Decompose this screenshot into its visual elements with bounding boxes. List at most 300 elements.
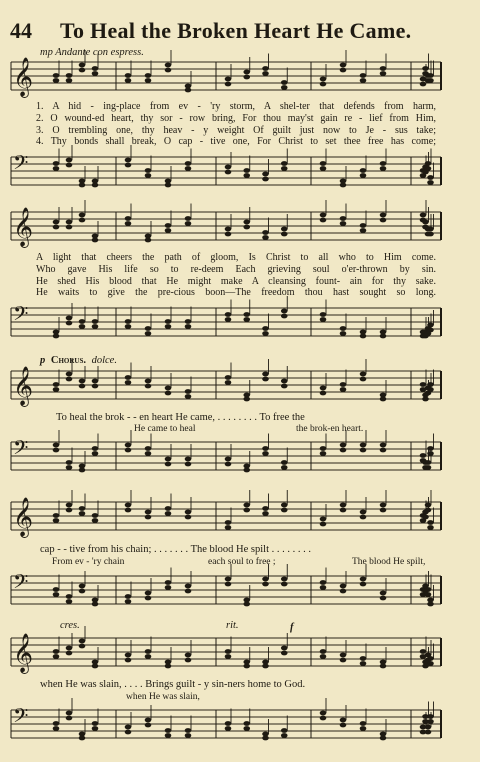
note-head	[427, 714, 434, 719]
rit-marking: rit.	[226, 620, 239, 631]
note-head	[53, 513, 60, 518]
note-head	[262, 331, 269, 336]
note-head	[125, 78, 132, 83]
note-head	[92, 664, 99, 669]
note-head	[53, 721, 60, 726]
note-head	[92, 726, 99, 731]
note-head	[262, 326, 269, 331]
note-head	[225, 312, 232, 317]
note-head	[125, 503, 132, 508]
note-head	[66, 225, 73, 230]
note-head	[262, 235, 269, 240]
note-head	[185, 510, 192, 515]
note-head	[262, 506, 269, 511]
note-head	[66, 158, 73, 163]
bass-clef-icon: 𝄢	[13, 436, 29, 464]
note-head	[66, 372, 73, 377]
note-head	[79, 319, 86, 324]
note-head	[53, 220, 60, 225]
note-head	[425, 460, 432, 465]
note-head	[320, 317, 327, 322]
note-head	[66, 321, 73, 326]
verse-lyrics-part1	[36, 101, 436, 148]
note-head	[145, 168, 152, 173]
hymn-title: To Heal the Broken Heart He Came.	[60, 18, 412, 43]
note-head	[125, 448, 132, 453]
note-head	[145, 384, 152, 389]
bass-staff	[11, 153, 441, 195]
note-head	[225, 77, 232, 82]
note-head	[427, 382, 434, 387]
note-head	[380, 736, 387, 741]
note-head	[243, 312, 250, 317]
note-head	[225, 82, 232, 87]
note-head	[92, 183, 99, 188]
note-head	[92, 66, 99, 71]
note-head	[360, 73, 367, 78]
note-head	[340, 382, 347, 387]
note-head	[340, 63, 347, 68]
note-head	[185, 221, 192, 226]
bass-staff	[11, 706, 441, 748]
staff-notation	[11, 438, 441, 480]
note-head	[53, 518, 60, 523]
note-head	[125, 221, 132, 226]
note-head	[425, 161, 432, 166]
note-head	[320, 386, 327, 391]
note-head	[185, 733, 192, 738]
note-head	[53, 587, 60, 592]
chorus-style: dolce.	[91, 355, 117, 366]
note-head	[185, 324, 192, 329]
note-head	[79, 384, 86, 389]
treble-clef-icon: 𝄞	[13, 366, 34, 406]
note-head	[281, 314, 288, 319]
note-head	[262, 511, 269, 516]
note-head	[92, 518, 99, 523]
note-head	[125, 443, 132, 448]
note-head	[225, 165, 232, 170]
note-head	[427, 661, 434, 666]
staff-notation	[11, 572, 441, 614]
note-head	[360, 721, 367, 726]
note-head	[281, 80, 288, 85]
note-head	[427, 328, 434, 333]
note-head	[225, 232, 232, 237]
treble-staff	[11, 634, 441, 676]
note-head	[420, 649, 427, 654]
note-head	[340, 589, 347, 594]
note-head	[185, 394, 192, 399]
note-head	[422, 66, 429, 71]
note-head	[360, 656, 367, 661]
note-head	[380, 334, 387, 339]
chorus-lyric-2: cap - - tive from his chain; . . . . . . . The blood He spilt . . . . . . . .	[40, 544, 312, 555]
verse-1-line: 1. A hid - ing-place from ev - 'ry storm, A shel-ter that defends from harm,	[36, 101, 436, 112]
bass-staff	[11, 572, 441, 614]
note-head	[165, 386, 172, 391]
note-head	[340, 448, 347, 453]
note-head	[66, 508, 73, 513]
note-head	[360, 372, 367, 377]
note-head	[165, 183, 172, 188]
note-head	[262, 66, 269, 71]
note-head	[125, 730, 132, 735]
note-head	[262, 582, 269, 587]
note-head	[165, 223, 172, 228]
note-head	[380, 397, 387, 402]
note-head	[145, 596, 152, 601]
note-head	[53, 225, 60, 230]
note-head	[53, 726, 60, 731]
note-head	[281, 460, 288, 465]
note-head	[340, 508, 347, 513]
note-head	[145, 73, 152, 78]
note-head	[145, 446, 152, 451]
note-head	[53, 161, 60, 166]
note-head	[340, 584, 347, 589]
chorus-marking	[40, 355, 117, 366]
note-head	[281, 733, 288, 738]
note-head	[243, 503, 250, 508]
note-head	[243, 397, 250, 402]
note-head	[92, 721, 99, 726]
note-head	[425, 503, 432, 508]
note-head	[92, 602, 99, 607]
note-head	[360, 515, 367, 520]
bass-cue-lyric: He came to heal	[134, 424, 196, 434]
staff-notation	[11, 706, 441, 748]
note-head	[340, 503, 347, 508]
note-head	[79, 584, 86, 589]
chorus-label: Chorus.	[50, 355, 86, 366]
note-head	[340, 658, 347, 663]
note-head	[243, 468, 250, 473]
note-head	[225, 457, 232, 462]
note-head	[165, 506, 172, 511]
note-head	[92, 451, 99, 456]
note-head	[340, 718, 347, 723]
chorus-lyric-3: when He was slain, . . . . Brings guilt - y sin-ners home to God.	[40, 679, 306, 690]
note-head	[243, 168, 250, 173]
bass-clef-icon: 𝄢	[13, 570, 29, 598]
note-head	[225, 649, 232, 654]
note-head	[360, 582, 367, 587]
note-head	[360, 448, 367, 453]
note-head	[340, 387, 347, 392]
note-head	[225, 317, 232, 322]
note-head	[360, 443, 367, 448]
note-head	[225, 170, 232, 175]
note-head	[145, 510, 152, 515]
note-head	[281, 384, 288, 389]
note-head	[225, 721, 232, 726]
note-head	[243, 173, 250, 178]
note-head	[340, 183, 347, 188]
note-head	[320, 77, 327, 82]
verse-lyrics-part2	[36, 252, 436, 299]
note-head	[165, 733, 172, 738]
note-head	[243, 317, 250, 322]
staff-notation	[11, 498, 441, 540]
note-head	[66, 503, 73, 508]
note-head	[281, 465, 288, 470]
verse-2-line: 2. O wound-ed heart, thy sor - row bring, For thou may'st gain re - lief from Him,	[36, 112, 436, 124]
note-head	[422, 220, 429, 225]
note-head	[185, 389, 192, 394]
note-head	[340, 68, 347, 73]
note-head	[92, 71, 99, 76]
note-head	[66, 220, 73, 225]
note-head	[165, 63, 172, 68]
note-head	[427, 520, 434, 525]
note-head	[360, 168, 367, 173]
note-head	[165, 580, 172, 585]
note-head	[125, 216, 132, 221]
note-head	[79, 183, 86, 188]
verse-4-line: 4. Thy bonds shall break, O cap - tive one, For Christ to set thee free has come;	[36, 136, 436, 148]
note-head	[281, 508, 288, 513]
bass-cue-lyric: when He was slain,	[126, 692, 200, 702]
note-head	[281, 646, 288, 651]
note-head	[427, 387, 434, 392]
note-head	[380, 213, 387, 218]
note-head	[66, 646, 73, 651]
note-head	[185, 584, 192, 589]
note-head	[425, 508, 432, 513]
tempo-marking: mp Andante con espress.	[40, 47, 144, 58]
bass-clef-icon: 𝄢	[13, 302, 29, 330]
note-head	[425, 465, 432, 470]
note-head	[262, 177, 269, 182]
note-head	[243, 664, 250, 669]
note-head	[79, 68, 86, 73]
note-head	[79, 63, 86, 68]
treble-staff	[11, 208, 441, 250]
note-head	[243, 75, 250, 80]
page-number: 44	[10, 18, 32, 43]
note-head	[243, 721, 250, 726]
note-head	[380, 596, 387, 601]
note-head	[165, 319, 172, 324]
verse-1-line: A light that cheers the path of gloom, Is Christ to all who to Him come.	[36, 252, 436, 263]
note-head	[243, 220, 250, 225]
chorus-dynamic: p	[40, 355, 46, 366]
note-head	[125, 319, 132, 324]
note-head	[145, 591, 152, 596]
note-head	[243, 508, 250, 513]
note-head	[340, 221, 347, 226]
note-head	[360, 78, 367, 83]
staff-notation	[11, 367, 441, 409]
note-head	[145, 515, 152, 520]
note-head	[165, 68, 172, 73]
note-head	[145, 238, 152, 243]
note-head	[360, 726, 367, 731]
note-head	[281, 503, 288, 508]
note-head	[320, 391, 327, 396]
note-head	[360, 577, 367, 582]
note-head	[92, 319, 99, 324]
note-head	[125, 658, 132, 663]
bass-cue-lyric: each soul to free ;	[208, 557, 276, 567]
note-head	[66, 711, 73, 716]
note-head	[340, 723, 347, 728]
note-head	[125, 725, 132, 730]
note-head	[125, 380, 132, 385]
note-head	[320, 166, 327, 171]
verse-4-line: He waits to give the pre-cious boon—The freedom thou hast sought so long.	[36, 287, 436, 299]
note-head	[427, 602, 434, 607]
note-head	[427, 73, 434, 78]
note-head	[92, 379, 99, 384]
note-head	[427, 323, 434, 328]
note-head	[79, 589, 86, 594]
note-head	[320, 213, 327, 218]
note-head	[320, 711, 327, 716]
note-head	[380, 218, 387, 223]
note-head	[79, 324, 86, 329]
note-head	[66, 73, 73, 78]
note-head	[125, 653, 132, 658]
verse-3-line: He shed His blood that He might make A cleansing fount- ain for thy sake.	[36, 275, 436, 287]
note-head	[53, 382, 60, 387]
note-head	[66, 716, 73, 721]
note-head	[79, 468, 86, 473]
note-head	[243, 726, 250, 731]
note-head	[66, 78, 73, 83]
note-head	[320, 716, 327, 721]
note-head	[225, 227, 232, 232]
note-head	[243, 602, 250, 607]
note-head	[281, 166, 288, 171]
bass-clef-icon: 𝄢	[13, 151, 29, 179]
note-head	[427, 78, 434, 83]
note-head	[125, 594, 132, 599]
note-head	[320, 580, 327, 585]
note-head	[425, 587, 432, 592]
note-head	[360, 377, 367, 382]
note-head	[420, 382, 427, 387]
note-head	[185, 658, 192, 663]
note-head	[53, 649, 60, 654]
note-head	[125, 324, 132, 329]
note-head	[145, 451, 152, 456]
staff-notation	[11, 304, 441, 346]
note-head	[360, 334, 367, 339]
note-head	[92, 384, 99, 389]
treble-clef-icon: 𝄞	[13, 57, 34, 97]
note-head	[125, 508, 132, 513]
note-head	[380, 66, 387, 71]
note-head	[225, 520, 232, 525]
note-head	[340, 216, 347, 221]
note-head	[281, 379, 288, 384]
bass-cue-lyric: the brok-en heart.	[296, 424, 364, 434]
note-head	[53, 443, 60, 448]
treble-clef-icon: 𝄞	[13, 207, 34, 247]
note-head	[185, 457, 192, 462]
bass-staff	[11, 304, 441, 346]
note-head	[320, 446, 327, 451]
note-head	[320, 218, 327, 223]
bass-cue-lyric: The blood He spilt,	[352, 557, 426, 567]
treble-staff	[11, 58, 441, 100]
note-head	[281, 582, 288, 587]
note-head	[243, 225, 250, 230]
note-head	[225, 577, 232, 582]
note-head	[79, 506, 86, 511]
note-head	[320, 654, 327, 659]
note-head	[125, 158, 132, 163]
note-head	[92, 513, 99, 518]
note-head	[92, 324, 99, 329]
note-head	[281, 227, 288, 232]
note-head	[145, 331, 152, 336]
note-head	[281, 232, 288, 237]
note-head	[360, 223, 367, 228]
note-head	[380, 71, 387, 76]
note-head	[360, 661, 367, 666]
note-head	[320, 451, 327, 456]
note-head	[427, 446, 434, 451]
note-head	[262, 736, 269, 741]
note-head	[262, 664, 269, 669]
note-head	[360, 510, 367, 515]
note-head	[53, 387, 60, 392]
note-head	[425, 166, 432, 171]
note-head	[53, 592, 60, 597]
note-head	[165, 457, 172, 462]
note-head	[425, 725, 432, 730]
treble-clef-icon: 𝄞	[13, 633, 34, 673]
note-head	[380, 166, 387, 171]
staff-notation	[11, 153, 441, 195]
note-head	[125, 599, 132, 604]
note-head	[66, 163, 73, 168]
note-head	[145, 326, 152, 331]
note-head	[165, 664, 172, 669]
note-head	[165, 391, 172, 396]
note-head	[340, 443, 347, 448]
note-head	[427, 232, 434, 237]
note-head	[340, 653, 347, 658]
note-head	[262, 451, 269, 456]
note-head	[185, 653, 192, 658]
note-head	[320, 585, 327, 590]
note-head	[262, 446, 269, 451]
note-head	[145, 654, 152, 659]
note-head	[53, 73, 60, 78]
note-head	[66, 594, 73, 599]
bass-cue-lyric: From ev - 'ry chain	[52, 557, 125, 567]
note-head	[145, 649, 152, 654]
note-head	[185, 161, 192, 166]
note-head	[380, 664, 387, 669]
treble-staff	[11, 367, 441, 409]
note-head	[427, 525, 434, 530]
note-head	[145, 379, 152, 384]
note-head	[262, 71, 269, 76]
cres-marking: cres.	[60, 620, 80, 631]
note-head	[320, 517, 327, 522]
note-head	[427, 719, 434, 724]
note-head	[427, 656, 434, 661]
note-head	[243, 70, 250, 75]
note-head	[225, 654, 232, 659]
bass-clef-icon: 𝄢	[13, 704, 29, 732]
note-head	[53, 448, 60, 453]
